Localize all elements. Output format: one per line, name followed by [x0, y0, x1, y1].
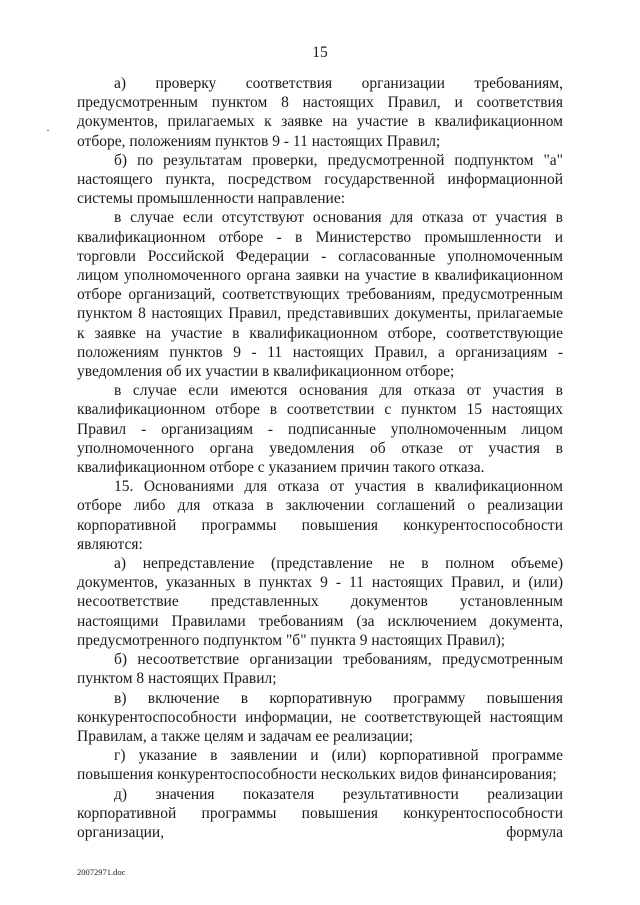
- page-number: 15: [312, 44, 328, 61]
- paragraph-no-grounds: в случае если отсутствуют основания для отказа от участия в квалификационном отборе - в Министерство промышленности и торговли Российской Федерации - согласованные уполномоченным лицом уполномоченного органа заявки на участие в квалификационном отборе организаций, соответствующих требованиям, предусмотренным пунктом 8 настоящих Правил, представивших документы, прилагаемые к заявке на участие в квалификационном отборе, соответствующие положениям пунктов 9 - 11 настоящих Правил, а организациям - уведомления об их участии в квалификационном отборе;: [77, 209, 563, 381]
- paragraph-a-check: а) проверку соответствия организации требованиям, предусмотренным пунктом 8 настоящих Правил, и соответствия документов, прилагаемых к заявке на участие в квалификационном отборе, положениям пунктов 9 - 11 настоящих Правил;: [77, 75, 563, 150]
- paragraph-15-grounds: 15. Основаниями для отказа от участия в квалификационном отборе либо для отказа в заключении соглашений о реализации корпоративной программы повышения конкурентоспособности являются:: [77, 478, 563, 553]
- paragraph-grounds-exist: в случае если имеются основания для отказа от участия в квалификационном отборе в соответствии с пунктом 15 настоящих Правил - организациям - подписанные уполномоченным лицом уполномоченного органа уведомления об отказе от участия в квалификационном отборе с указанием причин такого отказа.: [77, 382, 563, 477]
- paragraph-15-v: в) включение в корпоративную программу повышения конкурентоспособности информации, не соответствующей настоящим Правилам, а также целям и задачам ее реализации;: [77, 689, 563, 745]
- document-body: [77, 74, 563, 842]
- margin-mark: [47, 130, 49, 131]
- paragraph-b-results: б) по результатам проверки, предусмотренной подпунктом "а" настоящего пункта, посредством государственной информационной системы промышленности направление:: [77, 151, 563, 208]
- paragraph-15-d: д) значения показателя результативности реализации корпоративной программы повышения конкурентоспособности организации, формула: [77, 785, 563, 841]
- paragraph-15-g: г) указание в заявлении и (или) корпоративной программе повышения конкурентоспособности нескольких видов финансирования;: [77, 747, 563, 784]
- paragraph-15-b: б) несоответствие организации требованиям, предусмотренным пунктом 8 настоящих Правил;: [77, 651, 563, 688]
- paragraph-15-a: а) непредставление (представление не в полном объеме) документов, указанных в пунктах 9 - 11 настоящих Правил, и (или) несоответствие представленных документов установленным настоящими Правилами требованиям (за исключением документа, предусмотренного подпунктом "б" пункта 9 настоящих Правил);: [77, 555, 563, 649]
- footer-filename: 20072971.doc: [77, 867, 126, 877]
